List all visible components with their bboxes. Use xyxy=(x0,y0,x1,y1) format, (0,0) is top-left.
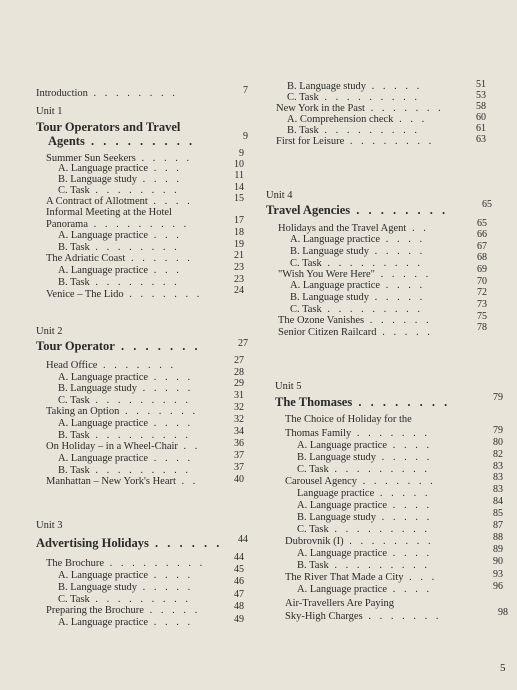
toc-entry xyxy=(297,548,432,560)
leader-dots: . . . . . xyxy=(369,292,426,303)
toc-entry-title: Agents xyxy=(48,134,85,148)
toc-entry-title: The Brochure xyxy=(46,558,105,569)
toc-entry-title: A. Comprehension check xyxy=(287,114,394,125)
leader-dots: . . . . . . . . . xyxy=(318,92,420,103)
toc-page-number: 11 xyxy=(234,170,244,181)
leader-dots: . . . xyxy=(403,572,438,583)
leader-dots: . . . . . . . . xyxy=(350,203,449,217)
leader-dots: . . . xyxy=(393,114,428,125)
toc-page-number: 98 xyxy=(498,607,508,618)
toc-page-number: 18 xyxy=(234,227,244,238)
toc-entry-title: C. Task xyxy=(290,258,322,269)
toc-entry-title: Travel Agencies xyxy=(266,203,351,217)
toc-page-number: 15 xyxy=(234,193,244,204)
leader-dots: . . . . . . . . . xyxy=(89,395,191,406)
leader-dots: . . . . . . . xyxy=(97,360,177,371)
toc-entry-title: A. Language practice xyxy=(297,584,388,595)
toc-page-number: 47 xyxy=(234,589,244,600)
leader-dots: . . . . xyxy=(148,453,194,464)
toc-entry xyxy=(58,383,193,395)
leader-dots: . . . . . xyxy=(374,269,432,280)
toc-entry-title: Venice – The Lido xyxy=(46,289,124,300)
leader-dots: . . . . . . . xyxy=(357,476,436,487)
toc-entry-title: B. Language study xyxy=(58,174,138,185)
toc-page-number: 83 xyxy=(493,461,503,472)
toc-page-number: 23 xyxy=(234,262,244,273)
toc-page-number: 46 xyxy=(234,576,244,587)
toc-page-number: 80 xyxy=(493,437,503,448)
toc-entry xyxy=(46,476,198,488)
toc-page-number: 83 xyxy=(493,472,503,483)
toc-entry-title: B. Task xyxy=(297,560,329,571)
toc-entry xyxy=(285,536,434,548)
toc-page-number: 82 xyxy=(493,449,503,460)
toc-entry-title: B. Language study xyxy=(58,383,138,394)
toc-entry xyxy=(278,327,433,339)
toc-entry xyxy=(266,203,448,217)
leader-dots: . . . . . xyxy=(376,452,433,463)
toc-entry xyxy=(58,230,182,242)
toc-entry-title: Taking an Option xyxy=(46,406,120,417)
toc-entry xyxy=(275,395,450,409)
toc-entry xyxy=(266,190,293,202)
leader-dots: . . . . . . . . . xyxy=(328,560,430,571)
toc-page-number: 21 xyxy=(234,250,244,261)
leader-dots: . . xyxy=(406,223,429,234)
leader-dots: . . . . xyxy=(380,234,426,245)
toc-entry-title: A Contract of Allotment xyxy=(46,196,148,207)
toc-entry-title: The Thomases xyxy=(275,395,353,409)
leader-dots: . . . . . . . . xyxy=(352,395,451,409)
toc-entry-title: Unit 1 xyxy=(36,106,63,117)
toc-entry-title: Introduction xyxy=(36,88,88,99)
leader-dots: . . . . . . . . . xyxy=(89,594,191,605)
leader-dots: . . . . xyxy=(148,418,194,429)
leader-dots: . . . . xyxy=(137,174,183,185)
toc-page-number: 87 xyxy=(493,520,503,531)
toc-page-number: 93 xyxy=(493,569,503,580)
toc-entry-title: On Holiday – in a Wheel-Chair xyxy=(46,441,178,452)
leader-dots: . . . . . . . xyxy=(364,103,444,114)
toc-entry-title: The Ozone Vanishes xyxy=(278,315,365,326)
toc-entry-title: Holidays and the Travel Agent xyxy=(278,223,407,234)
toc-entry-title: Senior Citizen Railcard xyxy=(278,327,377,338)
page-number: 5 xyxy=(500,662,506,674)
toc-entry-title: Head Office xyxy=(46,360,98,371)
toc-entry-title: B. Language study xyxy=(58,582,138,593)
toc-entry-title: Advertising Holidays xyxy=(36,536,149,550)
toc-entry-title: C. Task xyxy=(297,524,329,535)
toc-entry-title: Tour Operators and Travel xyxy=(36,120,181,134)
toc-entry xyxy=(36,120,180,134)
toc-entry-title: Unit 3 xyxy=(36,520,63,531)
toc-entry-title: B. Language study xyxy=(290,246,370,257)
toc-entry-title: A. Language practice xyxy=(58,418,149,429)
toc-page-number: 31 xyxy=(234,390,244,401)
toc-entry xyxy=(46,360,176,372)
toc-page-number: 45 xyxy=(234,564,244,575)
toc-entry xyxy=(297,524,430,536)
toc-entry xyxy=(290,246,425,258)
toc-entry xyxy=(36,326,63,338)
toc-entry-title: The Choice of Holiday for the xyxy=(285,414,412,425)
toc-page-number: 79 xyxy=(493,425,503,436)
toc-entry xyxy=(58,265,182,277)
toc-entry xyxy=(36,536,222,550)
toc-page-number: 10 xyxy=(234,159,244,170)
toc-entry xyxy=(285,572,437,584)
toc-page-number: 17 xyxy=(234,215,244,226)
toc-entry-title: Thomas Family xyxy=(285,428,352,439)
toc-entry-title: A. Language practice xyxy=(290,280,381,291)
leader-dots: . . . . . xyxy=(366,81,423,92)
toc-page-number: 28 xyxy=(234,367,244,378)
leader-dots: . . . . . . . . . xyxy=(88,219,190,230)
leader-dots: . . . . xyxy=(148,617,194,628)
toc-entry-title: Informal Meeting at the Hotel xyxy=(46,207,172,218)
toc-page-number: 44 xyxy=(238,534,248,545)
leader-dots: . . . . . . . . xyxy=(89,242,180,253)
leader-dots: . . . . . . . . . xyxy=(328,464,430,475)
toc-entry-title: The Adriatic Coast xyxy=(46,253,126,264)
toc-page-number: 27 xyxy=(238,338,248,349)
toc-entry xyxy=(297,464,430,476)
toc-page-number: 34 xyxy=(234,426,244,437)
leader-dots: . . . . . . . . . xyxy=(318,125,420,136)
toc-entry xyxy=(297,500,432,512)
toc-entry-title: C. Task xyxy=(287,92,319,103)
toc-page-number: 23 xyxy=(234,274,244,285)
leader-dots: . . . . . . . . xyxy=(344,136,435,147)
leader-dots: . . . . . xyxy=(369,246,426,257)
leader-dots: . . . . . . . xyxy=(351,428,430,439)
toc-page-number: 9 xyxy=(243,131,248,142)
leader-dots: . . . . . . . xyxy=(119,406,199,417)
leader-dots: . . . . . xyxy=(137,383,194,394)
leader-dots: . . . . . . . . . xyxy=(321,258,423,269)
leader-dots: . . . . . . xyxy=(364,315,432,326)
leader-dots: . . . . . . xyxy=(148,536,223,550)
toc-page-number: 79 xyxy=(493,392,503,403)
toc-page-number: 65 xyxy=(477,218,487,229)
toc-entry xyxy=(297,584,432,596)
toc-entry xyxy=(36,339,201,353)
toc-entry-title: Manhattan – New York's Heart xyxy=(46,476,176,487)
toc-page-number: 70 xyxy=(477,276,487,287)
toc-entry xyxy=(46,558,205,570)
leader-dots: . . . xyxy=(148,230,182,241)
toc-entry xyxy=(290,292,425,304)
toc-page-number: 32 xyxy=(234,414,244,425)
toc-entry xyxy=(297,512,432,524)
toc-page-number: 83 xyxy=(493,484,503,495)
toc-entry-title: A. Language practice xyxy=(297,500,388,511)
toc-entry-title: A. Language practice xyxy=(58,453,149,464)
toc-entry-title: A. Language practice xyxy=(58,230,149,241)
toc-entry xyxy=(46,441,200,453)
toc-page-number: 58 xyxy=(476,101,486,112)
toc-page-number: 7 xyxy=(243,85,248,96)
leader-dots: . . . . xyxy=(387,548,433,559)
toc-page-number: 63 xyxy=(476,134,486,145)
toc-entry-title: B. Language study xyxy=(297,512,377,523)
leader-dots: . . . . xyxy=(148,570,194,581)
toc-page-number: 78 xyxy=(477,322,487,333)
toc-entry-title: Unit 2 xyxy=(36,326,63,337)
toc-entry-title: Carousel Agency xyxy=(285,476,358,487)
toc-page-number: 73 xyxy=(477,299,487,310)
leader-dots: . . . . . . . . xyxy=(89,277,180,288)
toc-entry-title: C. Task xyxy=(58,185,90,196)
toc-entry xyxy=(58,570,193,582)
toc-page-number: 96 xyxy=(493,581,503,592)
toc-page-number: 51 xyxy=(476,79,486,90)
toc-page-number: 53 xyxy=(476,90,486,101)
toc-entry-title: B. Language study xyxy=(290,292,370,303)
toc-entry xyxy=(276,136,434,148)
leader-dots: . . . . . . . . xyxy=(87,88,178,99)
toc-entry xyxy=(285,476,436,488)
toc-entry xyxy=(290,280,425,292)
toc-page-number: 66 xyxy=(477,229,487,240)
toc-entry-title: A. Language practice xyxy=(290,234,381,245)
toc-entry xyxy=(36,520,63,532)
leader-dots: . . . . . . . xyxy=(114,339,201,353)
leader-dots: . . . . . . . xyxy=(123,289,203,300)
leader-dots: . . xyxy=(177,441,201,452)
toc-entry-title: A. Language practice xyxy=(58,617,149,628)
toc-page-number: 9 xyxy=(239,148,244,159)
toc-entry xyxy=(58,418,193,430)
leader-dots: . . . . . xyxy=(143,605,201,616)
toc-entry-title: A. Language practice xyxy=(58,163,149,174)
leader-dots: . . xyxy=(175,476,199,487)
toc-entry-title: Summer Sun Seekers xyxy=(46,153,136,164)
toc-entry-title: First for Leisure xyxy=(276,136,345,147)
toc-page-number: 75 xyxy=(477,311,487,322)
toc-entry xyxy=(278,315,432,327)
toc-entry-title: Dubrovnik (I) xyxy=(285,536,344,547)
toc-page-number: 19 xyxy=(234,239,244,250)
toc-entry-title: B. Task xyxy=(58,465,90,476)
toc-page-number: 37 xyxy=(234,462,244,473)
toc-entry xyxy=(297,452,432,464)
toc-entry-title: B. Language study xyxy=(297,452,377,463)
leader-dots: . . . . . xyxy=(137,582,194,593)
toc-entry xyxy=(36,106,63,118)
toc-entry-title: "Wish You Were Here" xyxy=(278,269,375,280)
toc-page-number: 89 xyxy=(493,544,503,555)
toc-page-number: 32 xyxy=(234,402,244,413)
toc-entry-title: B. Task xyxy=(58,242,90,253)
toc-page-number: 90 xyxy=(493,556,503,567)
leader-dots: . . . . . xyxy=(135,153,193,164)
toc-entry-title: C. Task xyxy=(297,464,329,475)
leader-dots: . . . . . xyxy=(374,488,431,499)
toc-entry xyxy=(46,605,200,617)
toc-page-number: 84 xyxy=(493,496,503,507)
toc-entry-title: A. Language practice xyxy=(58,265,149,276)
leader-dots: . . . . . . . . . xyxy=(104,558,206,569)
toc-entry xyxy=(290,234,425,246)
leader-dots: . . . . xyxy=(387,500,433,511)
toc-entry-title: Panorama xyxy=(46,219,88,230)
toc-entry xyxy=(46,253,193,265)
leader-dots: . . . xyxy=(148,163,182,174)
toc-entry-title: B. Task xyxy=(58,430,90,441)
toc-entry xyxy=(58,582,193,594)
toc-entry xyxy=(285,598,394,610)
leader-dots: . . . . . . . xyxy=(362,611,442,622)
toc-page-number: 49 xyxy=(234,614,244,625)
leader-dots: . . . . xyxy=(387,440,433,451)
toc-page-number: 65 xyxy=(482,199,492,210)
toc-entry xyxy=(275,381,302,393)
leader-dots: . . . . xyxy=(387,584,433,595)
toc-entry-title: Unit 5 xyxy=(275,381,302,392)
leader-dots: . . . . xyxy=(148,372,194,383)
toc-entry xyxy=(46,406,198,418)
toc-entry-title: A. Language practice xyxy=(297,440,388,451)
toc-page-number: 67 xyxy=(477,241,487,252)
toc-page-number: 88 xyxy=(493,532,503,543)
toc-page-number: 37 xyxy=(234,450,244,461)
leader-dots: . . . . . . . . . xyxy=(321,304,423,315)
toc-page-number: 68 xyxy=(477,252,487,263)
toc-entry xyxy=(285,414,412,426)
toc-entry-title: Language practice xyxy=(297,488,375,499)
toc-entry xyxy=(46,207,172,219)
toc-page-number: 60 xyxy=(476,112,486,123)
leader-dots: . . . . . . . . . xyxy=(89,465,191,476)
toc-entry-title: C. Task xyxy=(290,304,322,315)
toc-entry-title: B. Task xyxy=(287,125,319,136)
toc-entry xyxy=(46,289,202,301)
toc-entry-title: A. Language practice xyxy=(58,570,149,581)
leader-dots: . . . . . xyxy=(376,512,433,523)
toc-entry xyxy=(48,134,195,148)
toc-entry xyxy=(58,617,193,629)
toc-page-number: 29 xyxy=(234,378,244,389)
toc-entry xyxy=(297,488,431,500)
toc-entry xyxy=(285,611,441,623)
toc-entry-title: Tour Operator xyxy=(36,339,115,353)
toc-entry xyxy=(58,277,180,289)
toc-entry-title: A. Language practice xyxy=(297,548,388,559)
leader-dots: . . . . xyxy=(147,196,193,207)
toc-page-number: 69 xyxy=(477,264,487,275)
toc-entry-title: Sky-High Charges xyxy=(285,611,363,622)
toc-page-number: 85 xyxy=(493,508,503,519)
leader-dots: . . . . . . . . . xyxy=(328,524,430,535)
toc-page-number: 72 xyxy=(477,287,487,298)
leader-dots: . . . . . . . . . xyxy=(84,134,196,148)
toc-page-number: 24 xyxy=(234,285,244,296)
toc-page-number: 27 xyxy=(234,355,244,366)
toc-entry-title: Air-Travellers Are Paying xyxy=(285,598,395,609)
leader-dots: . . . . . . . . xyxy=(343,536,434,547)
toc-entry-title: The River That Made a City xyxy=(285,572,404,583)
leader-dots: . . . . . xyxy=(376,327,433,338)
toc-entry-title: C. Task xyxy=(58,594,90,605)
toc-entry-title: Unit 4 xyxy=(266,190,293,201)
toc-entry xyxy=(36,88,178,100)
toc-entry-title: Preparing the Brochure xyxy=(46,605,144,616)
toc-page-number: 36 xyxy=(234,438,244,449)
toc-entry xyxy=(297,560,430,572)
toc-page-number: 48 xyxy=(234,601,244,612)
toc-entry xyxy=(285,428,430,440)
toc-entry-title: C. Task xyxy=(58,395,90,406)
toc-entry-title: New York in the Past xyxy=(276,103,365,114)
toc-entry-title: A. Language practice xyxy=(58,372,149,383)
toc-page-number: 61 xyxy=(476,123,486,134)
leader-dots: . . . xyxy=(148,265,182,276)
leader-dots: . . . . . . . . . xyxy=(89,430,191,441)
leader-dots: . . . . xyxy=(380,280,426,291)
toc-page-number: 40 xyxy=(234,474,244,485)
toc-page-number: 14 xyxy=(234,182,244,193)
leader-dots: . . . . . . xyxy=(125,253,193,264)
toc-entry xyxy=(58,453,193,465)
toc-page-number: 44 xyxy=(234,552,244,563)
toc-entry-title: B. Task xyxy=(58,277,90,288)
toc-entry xyxy=(297,440,432,452)
toc-entry-title: B. Language study xyxy=(287,81,367,92)
leader-dots: . . . . . . . . xyxy=(89,185,180,196)
